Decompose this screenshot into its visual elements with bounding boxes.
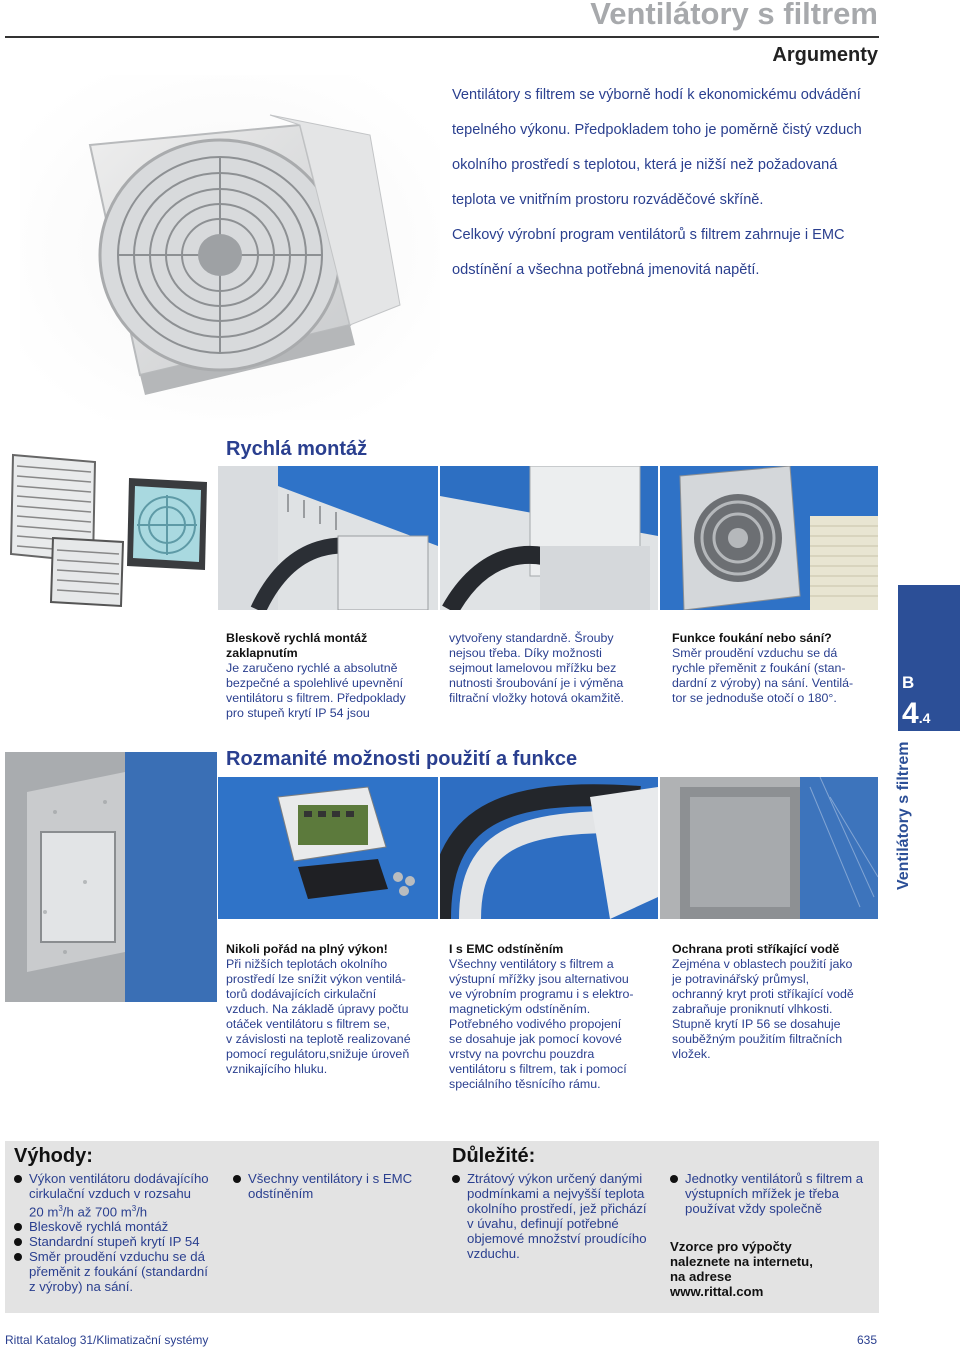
page-title: Ventilátory s filtrem [590,0,878,31]
col-line: ve výrobním programu i s elektro- [449,987,634,1001]
list-line: výstupních mřížek je třeba [685,1186,839,1201]
list-line: používat vždy společně [685,1201,823,1216]
col-line: se dosahuje jak pomocí kovové [449,1032,622,1046]
col-line: Potřebného vodivého propojení [449,1017,622,1031]
title-rule [5,36,879,38]
list-item: Standardní stupeň krytí IP 54 [14,1234,229,1249]
fan-hero-image [20,75,440,420]
col-line: filtrační vložky hotová okamžitě. [449,691,624,705]
col-heading: zaklapnutím [226,646,298,660]
vyhody-list [14,1171,229,1294]
intro-line: okolního prostředí s teplotou, která je nižší než požadovaná [452,157,838,173]
emc-seal-image [440,777,658,919]
section2-col3 [672,942,886,1062]
col-line: pro stupeň krytí IP 54 jsou [226,706,370,720]
list-line: Všechny ventilátory i s EMC [248,1171,413,1186]
list-line: okolního prostředí, jež přichází [467,1201,647,1216]
list-line: z výroby) na sání. [29,1279,134,1295]
col-line: Při nižších teplotách okolního [226,957,388,971]
list-item [233,1171,433,1201]
section1-col2 [449,631,659,706]
intro-line: odstínění a všechna potřebná jmenovitá napětí. [452,262,760,278]
list-item [14,1171,229,1219]
footer-catalog: Rittal Katalog 31/Klimatizační systémy [5,1333,209,1347]
col-line: Stupně krytí IP 56 se dosahuje [672,1017,841,1031]
col-heading: Bleskově rychlá montáž [226,631,368,645]
chapter-number-suffix: .4 [918,710,931,726]
list-line: Směr proudění vzduchu se dá [29,1249,205,1265]
col-heading: I s EMC odstíněním [449,942,564,956]
chapter-letter: B [902,673,915,692]
list-item [670,1171,875,1216]
intro-text [452,78,882,288]
col-line: magnetickým odstíněním. [449,1002,591,1016]
col-line: vzduch. Na základě úpravy počtu [226,1002,409,1016]
vyhody-title: Výhody: [14,1145,93,1167]
fan-turn-image [660,466,878,610]
col-line: ochranný kryt proti stříkající vodě [672,987,854,1001]
list-line: Ztrátový výkon určený danými [467,1171,643,1186]
controller-image [218,777,438,919]
list-line: objemové množství proudícího [467,1231,647,1246]
col-line: Směr proudění vzduchu se dá [672,646,838,660]
list-line: přeměnit z foukání (standardní [29,1264,208,1280]
col-line: ventilátoru s filtrem, tak i pomocí [449,1062,627,1076]
list-line: Výkon ventilátoru dodávajícího [29,1171,209,1186]
chapter-number [902,697,930,731]
col-line: pomocí regulátoru,snižuje úroveň [226,1047,410,1061]
dulezite-title: Důležité: [452,1145,536,1167]
intro-line: Ventilátory s filtrem se výborně hodí k ekonomickému odvádění [452,87,861,103]
col-line: Je zaručeno rychlé a absolutně [226,661,398,675]
col-line: vytvořeny standardně. Šrouby [449,631,614,645]
fan-grilles-image [5,450,217,610]
list-line: podmínkami a nejvyšší teplota [467,1186,645,1201]
col-line: dardní z výroby) na sání. Ventilá- [672,676,854,690]
superscript: 3 [58,1204,63,1213]
col-line: vložek. [672,1047,711,1061]
grille-removal-image [440,466,658,610]
intro-line: tepelného výkonu. Předpokladem toho je poměrně čistý vzduch [452,122,862,138]
note-link[interactable]: www.rittal.com [670,1284,764,1299]
formula-note [670,1239,875,1299]
col-line: speciálního těsnícího rámu. [449,1077,601,1091]
col-heading: Ochrana proti stříkající vodě [672,942,840,956]
dulezite-list [452,1171,662,1261]
range-mid: /h až 700 m [62,1204,132,1220]
list-line: Jednotky ventilátorů s filtrem a [685,1171,864,1186]
section1-col3 [672,631,882,706]
section2-col2 [449,942,663,1092]
intro-line: teplota ve vnitřním prostoru rozváděčové skříně. [452,192,764,208]
vyhody-list-2 [233,1171,433,1201]
section-heading-rychla-montaz: Rychlá montáž [226,438,368,460]
col-heading: Nikoli pořád na plný výkon! [226,942,388,956]
splash-guard-image [660,777,878,919]
col-line: Zejména v oblastech použití jako [672,957,853,971]
col-heading: Funkce foukání nebo sání? [672,631,832,645]
col-line: ventilátoru s filtrem. Předpoklady [226,691,406,705]
col-line: Všechny ventilátory s filtrem a [449,957,614,971]
page-subtitle: Argumenty [772,44,878,66]
superscript: 3 [131,1204,137,1213]
col-line: torů dodávajících cirkulační [226,987,377,1001]
col-line: zabraňuje proniknutí vlhkosti. [672,1002,833,1016]
col-line: tor se jednoduše otočí o 180°. [672,691,837,705]
col-line: je potravinářský průmysl, [672,972,810,986]
col-line: sejmout lamelovou mřížku bez [449,661,617,675]
snap-mount-image [218,466,438,610]
col-line: v závislosti na teplotě realizované [226,1032,411,1046]
col-line: výstupní mřížky jsou alternativou [449,972,629,986]
chapter-number-main: 4 [902,697,919,730]
note-line: naleznete na internetu, [670,1254,813,1269]
chapter-vertical-label: Ventilátory s filtrem [895,741,912,890]
list-line: cirkulační vzduch v rozsahu [29,1186,191,1201]
cabinet-wall-image [5,752,217,1002]
list-line: v úvahu, definují potřebné [467,1216,619,1231]
section-heading-rozmanite: Rozmanité možnosti použití a funkce [226,748,578,770]
dulezite-list-2 [670,1171,875,1216]
col-line: vznikajícího hluku. [226,1062,328,1076]
col-line: otáček ventilátoru s filtrem se, [226,1017,390,1031]
list-item: Bleskově rychlá montáž [14,1219,229,1234]
section1-col1 [226,631,436,721]
intro-line: Celkový výrobní program ventilátorů s filtrem zahrnuje i EMC [452,227,845,243]
list-line [29,1201,229,1219]
note-line: Vzorce pro výpočty [670,1239,792,1254]
col-line: rychle přeměnit z foukání (stan- [672,661,846,675]
col-line: nejsou třeba. Díky možnosti [449,646,602,660]
list-line: vzduchu. [467,1246,520,1261]
col-line: bezpečné a spolehlivé upevnění [226,676,404,690]
range-min: 20 m [29,1204,59,1220]
col-line: souběžným použitím filtračních [672,1032,843,1046]
list-item [452,1171,662,1261]
col-line: nutnosti šroubování je i výměna [449,676,624,690]
note-line: na adrese [670,1269,732,1284]
col-line: prostředí lze snížit výkon ventilá- [226,972,406,986]
list-line: odstíněním [248,1186,314,1201]
col-line: vrstvy na povrchu pouzdra [449,1047,595,1061]
range-unit: /h [136,1204,148,1220]
list-item [14,1249,229,1294]
page-number: 635 [857,1333,878,1347]
section2-col1 [226,942,440,1077]
